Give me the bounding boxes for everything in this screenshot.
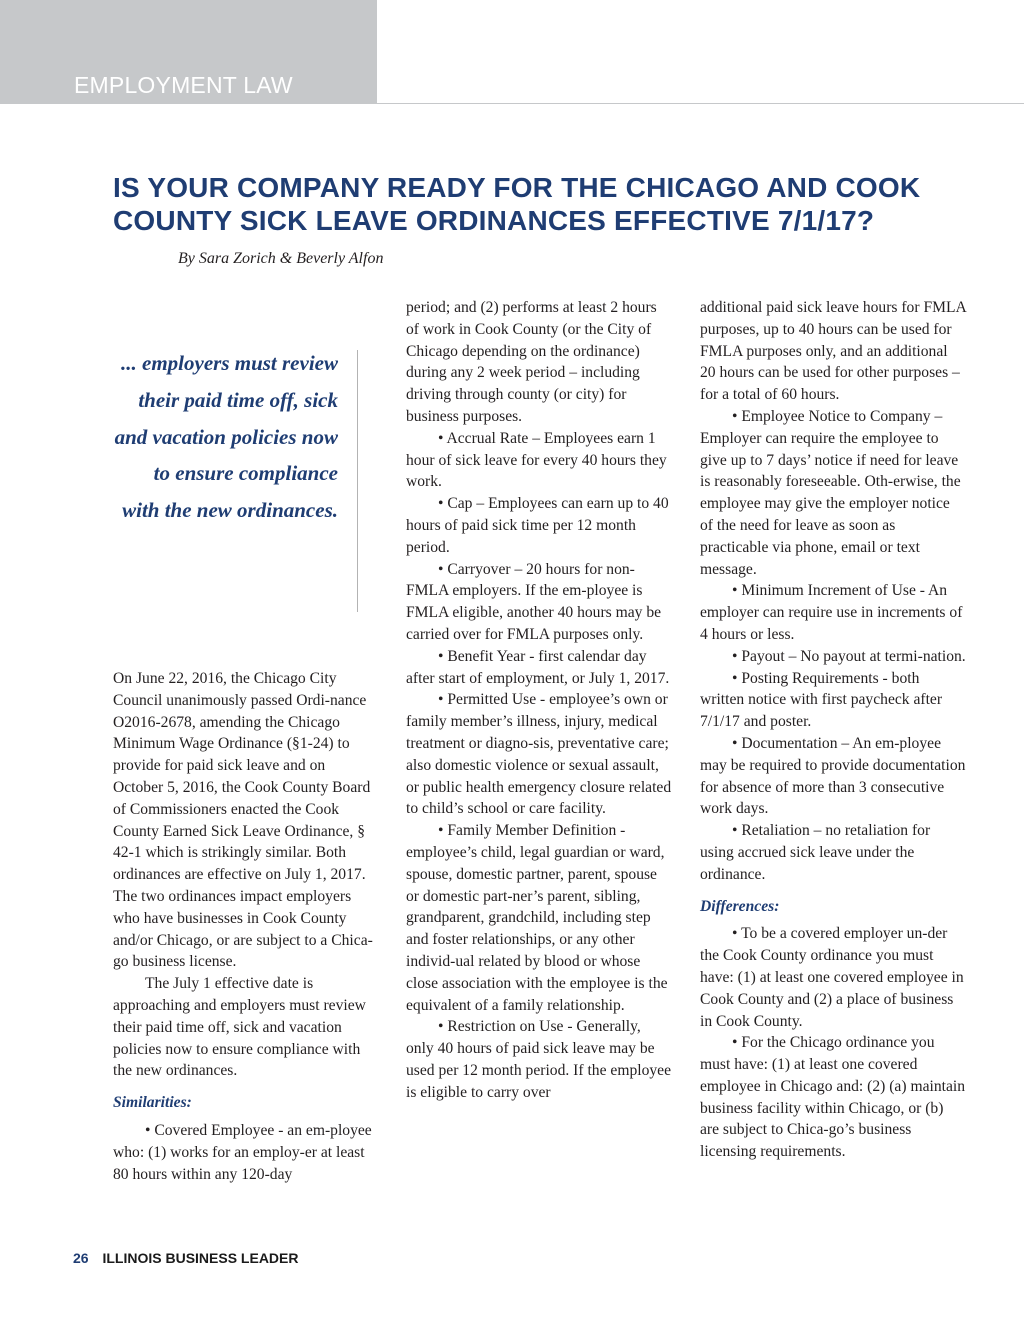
similarity-item-retaliation: • Retaliation – no retaliation for using accrued sick leave under the ordinance.	[700, 822, 931, 883]
pull-quote: ... employers must review their paid time off, sick and vacation policies now to ensure compliance with the new ordinances.	[114, 351, 338, 523]
publication-name: ILLINOIS BUSINESS LEADER	[102, 1250, 299, 1266]
similarity-item-family-member: • Family Member Definition - employee’s child, legal guardian or ward, spouse, domestic partner, parent, spouse or domestic part-ner’s parent, sibling, grandparent, grandchild, including step and foster relationships, or any other individ-ual related by blood or whose close association with the employee is the equivalent of a family relationship.	[406, 822, 668, 1014]
similarity-item-minimum-increment: • Minimum Increment of Use - An employer can require use in increments of 4 hours or less.	[700, 582, 963, 643]
article-title: IS YOUR COMPANY READY FOR THE CHICAGO AND COOK COUNTY SICK LEAVE ORDINANCES EFFECTIVE 7/1/17?	[113, 172, 921, 236]
similarity-item-restriction-end: additional paid sick leave hours for FMLA purposes, up to 40 hours can be used for FMLA purposes only, and an additional 20 hours can be used for other purposes – for a total of 60 hours.	[700, 299, 966, 404]
similarity-item-cap: • Cap – Employees can earn up to 40 hours of paid sick time per 12 month period.	[406, 495, 669, 556]
difference-item-chicago: • For the Chicago ordinance you must have: (1) at least one covered employee in Chicago and: (2) (a) maintain business facility within Chicago, or (b) are subject to Chica-go’s business licensing requirements.	[700, 1034, 966, 1161]
similarity-item-carryover: • Carryover – 20 hours for non-FMLA employers. If the em-ployee is FMLA eligible, another 40 hours may be carried over for FMLA purposes only.	[406, 560, 662, 643]
similarity-item-restriction-start: • Restriction on Use - Generally, only 40 hours of paid sick leave may be used per 12 month period. If the employee is eligible to carry over	[406, 1018, 672, 1101]
page-number: 26	[73, 1250, 89, 1266]
similarity-item-permitted-use: • Permitted Use - employee’s own or family member’s illness, injury, medical treatment or diagno-sis, preventative care; also domestic violence or sexual assault, or public health emergency closure related to child’s school or care facility.	[406, 691, 672, 818]
similarity-item-accrual-rate: • Accrual Rate – Employees earn 1 hour of sick leave for every 40 hours they work.	[406, 429, 667, 491]
header-rule	[377, 103, 1024, 104]
byline: By Sara Zorich & Beverly Alfon	[178, 250, 384, 267]
similarity-item-benefit-year: • Benefit Year - first calendar day after start of employment, or July 1, 2017.	[406, 647, 670, 687]
difference-item-cook-county: • To be a covered employer un-der the Cook County ordinance you must have: (1) at least one covered employee in Cook County and (2) a place of business in Cook County.	[700, 925, 964, 1030]
similarity-item-payout: • Payout – No payout at termi-nation.	[732, 647, 966, 665]
section-label: EMPLOYMENT LAW	[74, 72, 293, 98]
similarity-item-employee-notice: • Employee Notice to Company – Employer can require the employee to give up to 7 days’ notice if need for leave is reasonably foreseeable. Oth-erwise, the employee may give the employer notice of the need for leave as soon as practicable via phone, email or text message.	[700, 407, 961, 578]
similarity-item-posting: • Posting Requirements - both written notice with first paycheck after 7/1/17 and poster.	[700, 669, 943, 731]
differences-heading: Differences:	[700, 897, 780, 915]
similarities-heading: Similarities:	[113, 1094, 192, 1112]
column-1	[113, 668, 378, 1185]
similarity-item-covered-employee-start: • Covered Employee - an em-ployee who: (1) works for an employ-er at least 80 hours within any 120-day	[113, 1121, 372, 1183]
pull-quote-rule	[357, 350, 358, 612]
intro-paragraph-1: On June 22, 2016, the Chicago City Council unanimously passed Ordi-nance O2016-2678, amending the Chicago Minimum Wage Ordinance (§1-24) to provide for paid sick leave and on October 5, 2016, the Cook County Board of Commissioners enacted the Cook County Earned Sick Leave Ordinance, § 42-1 which is strikingly similar. Both ordinances are effective on July 1, 2017. The two ordinances impact employers who have businesses in Cook County and/or Chicago, or are subject to a Chica-go business license.	[113, 670, 373, 971]
column-3	[700, 297, 966, 1163]
similarity-item-documentation: • Documentation – An em-ployee may be required to provide documentation for absence of more than 3 consecutive work days.	[700, 734, 966, 818]
intro-paragraph-2: The July 1 effective date is approaching and employers must review their paid time off, sick and vacation policies now to ensure compliance with the new ordinances.	[113, 975, 366, 1080]
column-2	[406, 297, 672, 1103]
page-footer	[73, 1250, 299, 1266]
similarity-item-covered-employee-end: period; and (2) performs at least 2 hours of work in Cook County (or the City of Chicago depending on the ordinance) during any 2 week period – including driving through county (or city) for business purposes.	[406, 299, 657, 425]
